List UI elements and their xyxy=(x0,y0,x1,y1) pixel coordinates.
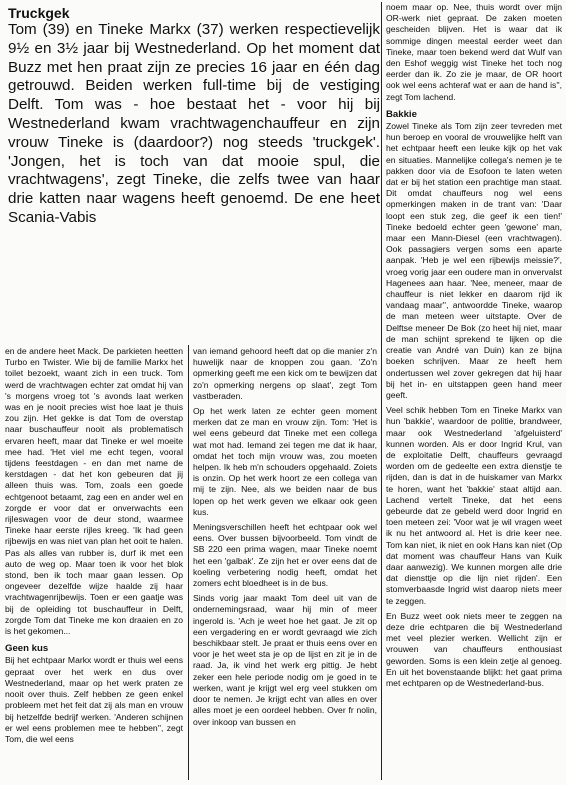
col2-paragraph-1: van iemand gehoord heeft dat op die manier z'n huwelijk naar de knoppen zou gaan. 'Zo'n opmerking geeft me een kick om te bewijzen dat zo'n opmerking nergens op slaat', zegt Tom vastberaden. xyxy=(193,346,377,401)
section-heading-bakkie: Bakkie xyxy=(386,108,417,120)
column-divider-1 xyxy=(188,345,189,780)
col2-paragraph-3: Meningsverschillen heeft het echtpaar ook wel eens. Over bussen bijvoorbeeld. Tom vindt de SB 220 een prima wagen, maar Tineke noemt het een 'galbak'. Ze zijn het er over eens dat de koeling verbetering nodig heeft, omdat het zomers echt bloedheet is in de bus. xyxy=(193,522,377,589)
col2-paragraph-4: Sinds vorig jaar maakt Tom deel uit van de ondernemingsraad, waar hij min of meer ingerold is. 'Ach je weet hoe het gaat. Je zit op een vergadering en er wordt gevraagd wie zich beschikbaar stelt. Je praat er thuis eens over en voor je het weet sta je op de lijst en zit je in de raad. Ja, ik vind het werk erg pittig. Je hebt zeker een hele periode nodig om je goed in te werken, want je krijgt wel erg veel stukken om door te nemen. Je krijgt echt van alles en over alles moet je een oordeel hebben. Over fr nolin, over inkoop van bussen en xyxy=(193,593,377,727)
col3-paragraph-3: Veel schik hebben Tom en Tineke Markx van hun 'bakkie', waardoor de politie, brandweer, maar ook Westnederland 'afgeluisterd' kunnen worden. Als er door Ingrid Krul, van de exploitatie Delft, chauffeurs gevraagd worden om de gedeelte een extra dienstje te rijden, dan is dat in de huiskamer van Markx te horen, want het 'bakkie' staat altijd aan. Lachend vertelt Tineke, dat het eens gebeurde dat ze gebeld werd door Ingrid en toen meteen zei: 'Voor wat je wil vragen weet ik nu het antwoord al. Het is drie keer nee. Tom kan niet, ik niet en ook Hans kan niet (Op dat moment was chauffeur Hans van Kuik daar aanwezig). We kunnen morgen alle drie dat diensttje op die lijn niet rijden'. Een stomverbaasde Ingrid wist daarop niets meer te zeggen. xyxy=(386,405,562,606)
col2-paragraph-2: Op het werk laten ze echter geen moment merken dat ze man en vrouw zijn. Tom: 'Het is wel eens gebeurd dat Tineke met een collega wat mot had. Iemand zei tegen me dat ik haar, omdat het toch mijn vrouw was, zou moeten helpen. Ik heb m'n schouders opgehaald. Zoiets is onzin. Op het werk hoort ze een collega van mij te zijn. Nee, als we beiden naar de bus lopen op het werk geven we elkaar ook geen kus. xyxy=(193,406,377,517)
section-heading-geen-kus: Geen kus xyxy=(5,643,49,655)
article-title: Truckgek xyxy=(8,5,70,21)
col3-paragraph-4: En Buzz weet ook niets meer te zeggen na deze drie echtparen die bij Westnederland met veel plezier werken. Wellicht zijn er vrouwen van chauffeurs enthousiast geworden. Soms is een klein zetje al genoeg. En uit het bovenstaande blijkt: het gaat prima met echtparen op de Westnederland-bus. xyxy=(386,610,562,688)
column-2 xyxy=(193,346,377,732)
col3-paragraph-2: Zowel Tineke als Tom zijn zeer tevreden met hun beroep en vooral de vrouwelijke helft van het echtpaar heeft een leuke kijk op het vak en situaties. Mannelijke collega's nemen je te pakken door via de Esofoon te laten weten dat er bij het station een prachtige man staat. Dit omdat chauffeurs nog wel eens opmerkingen maken in de trant van: 'Daar loopt een stuk zeg, die geef ik een tien!' Tineke bedoeld echter geen 'gewone' man, maar een Mann-Diesel (een vrachtwagen). Ook passagiers vergen soms een aparte aanpak. 'Heb je wel een rijbewijs meissie?', vroeg vorig jaar een oudere man in onvervalst Hagenees aan haar. 'Nee, meneer, maar de chauffeur is niet lekker en daarom rijd ik vandaag maar'', antwoordde Tineke, waarop de man meteen weer uitstapte. Over de Delftse meneer De Bok (zo heet hij niet, maar de man schijnt sprekend te lijken op die creatie van André van Duin) kan ze bijna boeken schrijven. Maar ze heeft hem ondertussen wel zover gekregen dat hij haar bij het in- en uitstappen geen hand meer geeft. xyxy=(386,121,562,400)
col1-paragraph-2: Bij het echtpaar Markx wordt er thuis wel eens gepraat over het werk en dus over Westnederland, maar op het werk praten ze nooit over thuis. Zelf hebben ze geen enkel probleem met het feit dat zij als man en vrouw bij hetzelfde bedrijf werken. 'Anderen schijnen er wel eens problemen mee te hebben'', zegt Tom, die wel eens xyxy=(5,655,183,744)
col3-paragraph-1: noem maar op. Nee, thuis wordt over mijn OR-werk niet gepraat. De zaken moeten gescheiden blijven. Het is waar dat ik sommige dingen meestal eerder weet dan Tineke, maar toen bekend werd dat Wulf van den Eshof weggig wist Tineke het toch nog eerder dan ik. Zo zie je maar, de OR hoort ook wel eens achteraf wat er aan de hand is'', zegt Tom lachend. xyxy=(386,2,562,102)
column-1 xyxy=(5,346,183,749)
column-3 xyxy=(386,2,562,693)
col1-paragraph-1: en de andere heet Mack. De parkieten heetten Turbo en Twister. Wie bij de familie Markx het toilet bezoekt, waant zich in een truck. Tom werd de vrachtwagen echter zat omdat hij van 's morgens vroeg tot 's avonds laat werken was en je nooit precies wist hoe laat je thuis zou zijn. Het gekke is dat Tom de overstap naar buschauffeur nooit als problematisch ervaren heeft, maar dat Tineke er wel moeite mee had. 'Het viel me echt tegen, vooral tijdens feestdagen - en dan met name de kerstdagen - dat het kon gebeuren dat jij alleen thuis was. Tom, zoals een goede echtgenoot betaamt, zag een en ander wel en zorgde er voor dat er onverwachts een rijleswagen voor de deur stond, waarmee Tineke haar eerste rijles kreeg. 'Ik had geen rijbewijs en was niet van plan het ooit te halen. Pas als alles van rubber is, durf ik met een auto de weg op. Maar toen ik voor het blok stond, ben ik toch maar gaan lessen. Op ongeveer dezelfde wijze haalde zij haar vrachtwagenrijbewijs. Toen er een gaatje was bij de opleiding tot buschauffeur in Delft, zorgde Tom dat Tineke me kon draaien en zo is het gekomen... xyxy=(5,346,183,637)
intro-paragraph: Tom (39) en Tineke Markx (37) werken respectievelijk 9½ en 3½ jaar bij Westnederland. Op het moment dat Buzz met hen praat zijn ze precies 16 jaar en één dag getrouwd. Beiden werken full-time bij de vestiging Delft. Tom was - hoe bestaat het - voor hij bij Westnederland kwam vrachtwagenchauffeur en zijn vrouw Tineke is (daardoor?) nog steeds 'truckgek'. 'Jongen, het is toch van dat mooie spul, die vrachtwagens', zegt Tineke, die zelfs twee van haar drie katten naar wagens heeft genoemd. De ene heet Scania-Vabis xyxy=(8,21,380,226)
column-divider-2 xyxy=(381,2,382,780)
